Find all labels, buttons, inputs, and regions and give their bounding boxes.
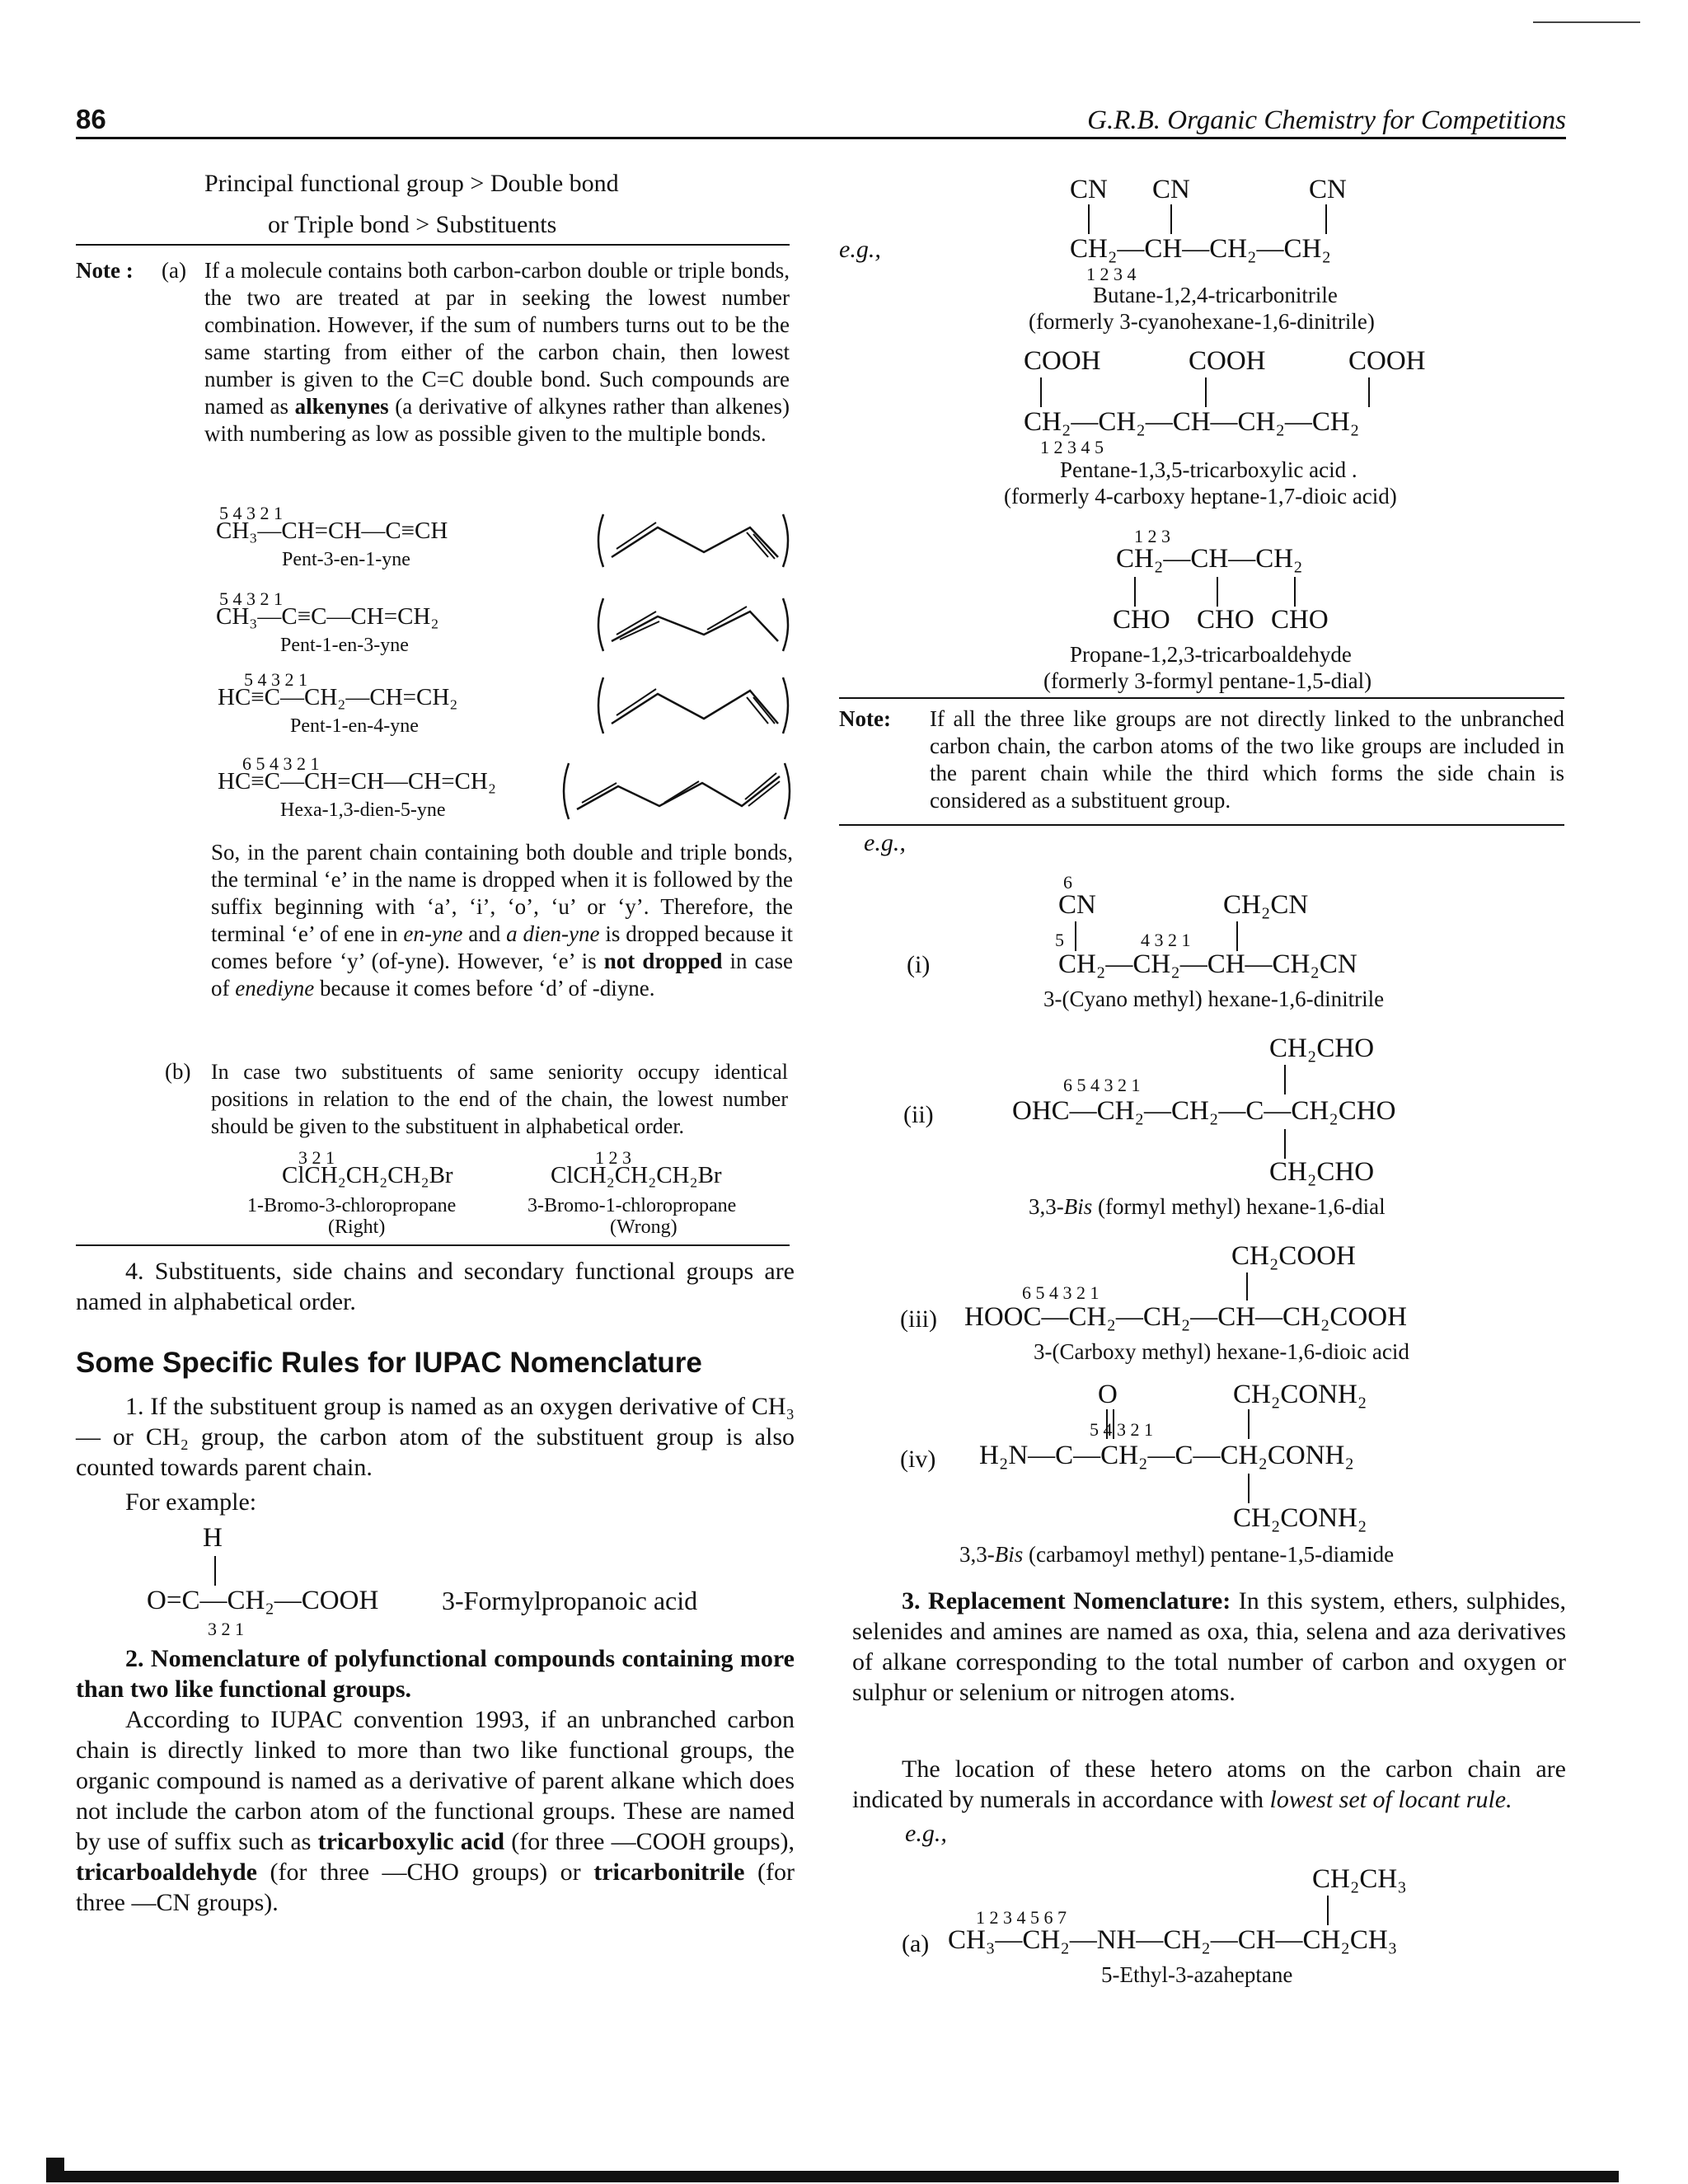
s2-name: Pentane-1,3,5-tricarboxylic acid . xyxy=(1060,457,1357,482)
para-terminal-e: So, in the parent chain containing both double and triple bonds, the terminal ‘e’ in the name is dropped when it is followed by the suffix beginning with ‘a’, ‘i’, ‘o’, ‘u’ or ‘y’. Therefore, the terminal ‘e’ of ene in en-yne and a dien-yne is dropped because it comes before ‘y’ (of-yne). However, ‘e’ is not dropped in case of enediyne because it comes before ‘d’ of -diyne. xyxy=(211,840,794,1001)
ii-bond-top xyxy=(1284,1065,1286,1094)
s3-bond-1 xyxy=(1134,577,1136,607)
ii-bond-bottom xyxy=(1284,1129,1286,1159)
s2-bond-1 xyxy=(1040,377,1042,407)
right-note-rule-bottom xyxy=(839,824,1564,826)
page-number: 86 xyxy=(76,104,106,134)
right-note-rule-top xyxy=(839,697,1564,699)
note-rule-bottom xyxy=(76,1244,790,1246)
i-ch2cn-top: CH₂CN xyxy=(1223,890,1309,920)
note-a-text: If a molecule contains both carbon-carbon double or triple bonds, the two are treated at par in seeking the lowest number combination. However, if the sum of numbers turns out to be the same starting from either of the carbon chain, then lowest number is given to the C=C double bond. Such compounds are named as alkenynes (a derivative of alkynes rather than alkenes) with numbering as low as possible given to the multiple bonds. xyxy=(204,258,790,446)
rule-1: 1. If the substituent group is named as an oxygen derivative of CH₃— or CH₂ group, the carbon atom of the substituent group is also counted towards parent chain. xyxy=(76,1393,795,1481)
b-wrong-name: 3-Bromo-1-chloropropane xyxy=(528,1195,737,1216)
s1-bond-3 xyxy=(1325,204,1327,234)
iii-name: 3-(Carboxy methyl) hexane-1,6-dioic acid xyxy=(1034,1339,1409,1364)
note-rule-top xyxy=(76,244,790,246)
ex3-name: Pent-1-en-4-yne xyxy=(290,715,419,737)
a-bond-top xyxy=(1327,1896,1329,1925)
ii-bottom: CH₂CHO xyxy=(1269,1157,1375,1187)
iv-numbers: 5 4 3 2 1 xyxy=(1090,1419,1153,1440)
ii-chain: OHC—CH₂—CH₂—C—CH₂CHO xyxy=(1012,1096,1396,1126)
b-right-numbers: 3 2 1 xyxy=(298,1147,335,1168)
s1-chain: CH₂—CH—CH₂—CH₂ xyxy=(1070,234,1331,264)
note-b-label: (b) xyxy=(165,1059,191,1084)
priority-line-1: Principal functional group > Double bond xyxy=(204,170,619,197)
header-rule xyxy=(76,137,1566,139)
a-chain: CH₃—CH₂—NH—CH₂—CH—CH₂CH₃ xyxy=(948,1925,1398,1955)
skeletal-hexa-1-3-dien-5-yne xyxy=(557,758,796,824)
i-top-number: 6 xyxy=(1063,872,1072,893)
formyl-h: H xyxy=(203,1523,223,1553)
b-wrong-formula: ClCH₂CH₂CH₂Br xyxy=(551,1162,722,1188)
eg-1: e.g., xyxy=(839,236,881,263)
s3-cho-3: CHO xyxy=(1271,605,1329,635)
ii-numbers: 6 5 4 3 2 1 xyxy=(1063,1075,1141,1095)
s2-cooh-1: COOH xyxy=(1024,346,1101,376)
point-4: 4. Substituents, side chains and secondary functional groups are named in alphabetical order. xyxy=(76,1258,795,1315)
s3-name: Propane-1,2,3-tricarboaldehyde xyxy=(1070,642,1352,667)
book-title: G.R.B. Organic Chemistry for Competitions xyxy=(1087,105,1566,135)
s2-formerly: (formerly 4-carboxy heptane-1,7-dioic acid) xyxy=(1004,484,1397,509)
for-example: For example: xyxy=(125,1488,257,1516)
i-numbers: 4 3 2 1 xyxy=(1141,930,1191,950)
ex4-name: Hexa-1,3-dien-5-yne xyxy=(280,799,446,821)
rule-3-locant: The location of these hetero atoms on the carbon chain are indicated by numerals in accordance with lowest set of locant rule. xyxy=(852,1755,1566,1813)
ex1-name: Pent-3-en-1-yne xyxy=(282,549,410,570)
s2-chain: CH₂—CH₂—CH—CH₂—CH₂ xyxy=(1024,407,1360,437)
i-num-5: 5 xyxy=(1055,930,1064,950)
s1-bond-2 xyxy=(1170,204,1172,234)
bottom-rule xyxy=(46,2171,1619,2182)
formyl-name: 3-Formylpropanoic acid xyxy=(442,1586,698,1615)
s3-formerly: (formerly 3-formyl pentane-1,5-dial) xyxy=(1043,668,1372,693)
i-bond-1 xyxy=(1075,921,1076,951)
s2-bond-3 xyxy=(1368,377,1370,407)
s1-numbers: 1 2 3 4 xyxy=(1086,264,1137,284)
ex4-numbers: 6 5 4 3 2 1 xyxy=(242,753,320,774)
a-label: (a) xyxy=(902,1930,930,1957)
section-title: Some Specific Rules for IUPAC Nomenclature xyxy=(76,1347,702,1379)
s1-bond-1 xyxy=(1088,204,1090,234)
s3-cho-2: CHO xyxy=(1197,605,1254,635)
right-note-label: Note: xyxy=(839,706,891,731)
s2-cooh-2: COOH xyxy=(1189,346,1266,376)
s3-cho-1: CHO xyxy=(1113,605,1170,635)
ii-top: CH₂CHO xyxy=(1269,1033,1375,1063)
s1-cn-3: CN xyxy=(1309,175,1347,204)
s1-formerly: (formerly 3-cyanohexane-1,6-dinitrile) xyxy=(1029,309,1375,334)
s3-chain: CH₂—CH—CH₂ xyxy=(1116,544,1303,574)
ex2-name: Pent-1-en-3-yne xyxy=(280,635,409,656)
s1-cn-1: CN xyxy=(1070,175,1108,204)
a-top: CH₂CH₃ xyxy=(1312,1864,1407,1894)
s3-numbers: 1 2 3 xyxy=(1134,526,1170,546)
b-right-name: 1-Bromo-3-chloropropane xyxy=(247,1195,457,1216)
rule-2-title: 2. Nomenclature of polyfunctional compounds containing more than two like functional groups. xyxy=(76,1645,795,1703)
note-label: Note : xyxy=(76,258,134,283)
iii-top: CH₂COOH xyxy=(1231,1241,1356,1271)
skeletal-pent-1-en-4-yne xyxy=(592,673,795,738)
iii-chain: HOOC—CH₂—CH₂—CH—CH₂COOH xyxy=(964,1302,1407,1332)
i-cn: CN xyxy=(1058,890,1096,920)
ex4-formula: HC≡C—CH=CH—CH=CH₂ xyxy=(218,768,496,794)
s2-numbers: 1 2 3 4 5 xyxy=(1040,437,1104,457)
priority-line-2: or Triple bond > Substituents xyxy=(268,211,557,238)
b-wrong-numbers: 1 2 3 xyxy=(595,1147,631,1168)
ex1-formula: CH₃—CH=CH—C≡CH xyxy=(216,518,448,544)
iii-label: (iii) xyxy=(900,1305,937,1333)
iv-bond-top xyxy=(1248,1409,1250,1439)
ex2-numbers: 5 4 3 2 1 xyxy=(219,588,283,609)
ii-name: 3,3-Bis (formyl methyl) hexane-1,6-dial xyxy=(1029,1194,1386,1219)
s1-name: Butane-1,2,4-tricarbonitrile xyxy=(1093,283,1338,307)
eg-3: e.g., xyxy=(905,1820,947,1847)
right-note-text: If all the three like groups are not directly linked to the unbranched carbon chain, the carbon atoms of the two like groups are included in the parent chain while the third which forms the side chain is considered as a substituent group. xyxy=(930,706,1564,813)
formyl-numbers: 3 2 1 xyxy=(208,1619,244,1639)
iv-oxygen: O xyxy=(1098,1380,1118,1409)
ii-label: (ii) xyxy=(903,1101,934,1128)
iv-name: 3,3-Bis (carbamoyl methyl) pentane-1,5-diamide xyxy=(959,1542,1395,1567)
s3-bond-2 xyxy=(1217,577,1218,607)
iii-numbers: 6 5 4 3 2 1 xyxy=(1022,1282,1100,1303)
iii-bond-top xyxy=(1246,1272,1248,1301)
a-numbers: 1 2 3 4 5 6 7 xyxy=(976,1907,1067,1928)
iv-bond-bottom xyxy=(1248,1474,1250,1503)
s3-bond-3 xyxy=(1294,577,1296,607)
b-right-formula: ClCH₂CH₂CH₂Br xyxy=(282,1162,453,1188)
skeletal-pent-3-en-1-yne xyxy=(592,509,795,572)
s2-cooh-3: COOH xyxy=(1348,346,1426,376)
scan-mark xyxy=(1533,21,1640,23)
skeletal-pent-1-en-3-yne xyxy=(592,593,795,656)
i-bond-2 xyxy=(1236,921,1238,951)
s2-bond-2 xyxy=(1205,377,1207,407)
formyl-formula: O=C—CH₂—COOH xyxy=(147,1586,379,1615)
ex1-numbers: 5 4 3 2 1 xyxy=(219,503,283,523)
rule-2-body: According to IUPAC convention 1993, if an unbranched carbon chain is directly linked to more than two like functional groups, the organic compound is named as a derivative of parent alkane which does not include the carbon atom of the functional groups. These are named by use of suffix such as tricarboxylic acid (for three —COOH groups), tricarboaldehyde (for three —CHO groups) or tricarbonitrile (for three —CN groups). xyxy=(76,1706,795,1916)
a-name: 5-Ethyl-3-azaheptane xyxy=(1101,1962,1293,1987)
s1-cn-2: CN xyxy=(1152,175,1190,204)
iv-chain: H₂N—C—CH₂—C—CH₂CONH₂ xyxy=(979,1441,1354,1470)
eg-2: e.g., xyxy=(864,829,906,856)
ex3-numbers: 5 4 3 2 1 xyxy=(244,669,307,690)
i-chain: CH₂—CH₂—CH—CH₂CN xyxy=(1058,949,1357,979)
ex2-formula: CH₃—C≡C—CH=CH₂ xyxy=(216,603,439,630)
note-b-text: In case two substituents of same seniority occupy identical positions in relation to the end of the chain, the lowest number should be given to the substituent in alphabetical order. xyxy=(211,1060,788,1138)
iv-label: (iv) xyxy=(900,1446,936,1473)
note-a-label: (a) xyxy=(162,258,186,283)
i-label: (i) xyxy=(907,951,931,978)
iv-bottom: CH₂CONH₂ xyxy=(1233,1503,1367,1533)
iv-top: CH₂CONH₂ xyxy=(1233,1380,1367,1409)
b-right-verdict: (Right) xyxy=(328,1216,386,1238)
i-name: 3-(Cyano methyl) hexane-1,6-dinitrile xyxy=(1043,987,1385,1011)
formyl-bond xyxy=(214,1556,216,1586)
rule-3: 3. Replacement Nomenclature: In this system, ethers, sulphides, selenides and amines are named as oxa, thia, selena and aza derivatives of alkane corresponding to the total number of carbon and oxygen or sulphur or selenium or nitrogen atoms. xyxy=(852,1587,1567,1706)
ex3-formula: HC≡C—CH₂—CH=CH₂ xyxy=(218,684,458,710)
b-wrong-verdict: (Wrong) xyxy=(610,1216,678,1238)
